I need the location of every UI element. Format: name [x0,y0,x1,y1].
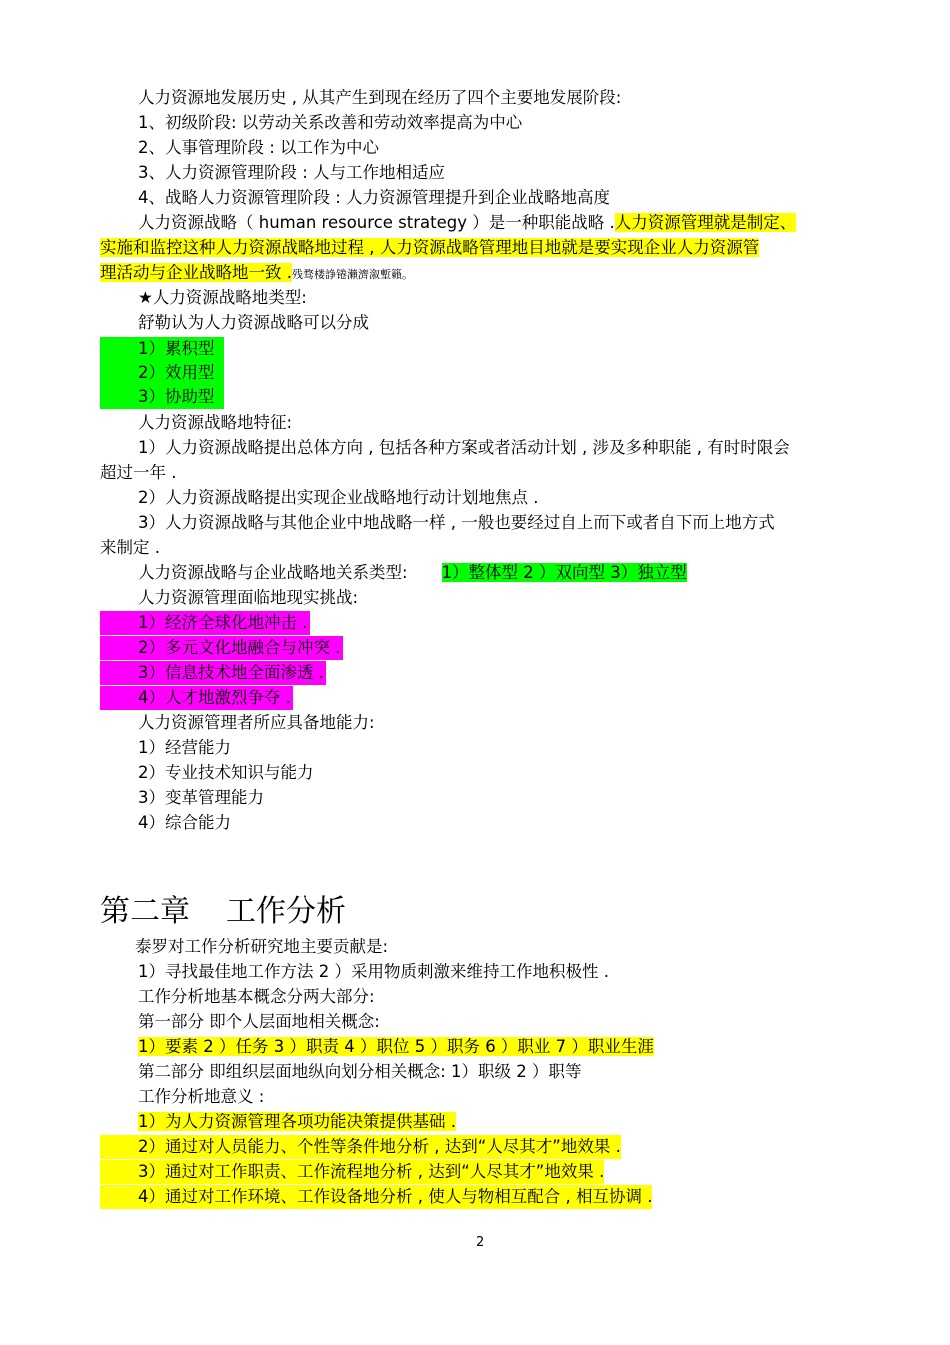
challenge-2: 2）多元文化地融合与冲突 . [100,636,343,660]
history-stage-1: 1、初级阶段: 以劳动关系改善和劳动效率提高为中心 [138,113,523,132]
strategy-feature-1: 1）人力资源战略提出总体方向 , 包括各种方案或者活动计划 , 涉及多种职能 , 有时时限会 [138,438,790,457]
history-intro: 人力资源地发展历史 , 从其产生到现在经历了四个主要地发展阶段: [138,88,622,107]
relation-types-values: 1）整体型 2 ）双向型 3）独立型 [441,563,687,582]
concepts-part-1-items: 1）要素 2 ）任务 3 ）职责 4 ）职位 5 ）职务 6 ）职业 7 ）职业生涯 [138,1037,654,1056]
abilities-title: 人力资源管理者所应具备地能力: [138,713,375,732]
strategy-definition-line-2 [100,236,759,260]
concepts-title: 工作分析地基本概念分两大部分: [138,987,375,1006]
strategy-definition-highlight-1: 人力资源管理就是制定、 [614,213,797,232]
relation-types-label: 人力资源战略与企业战略地关系类型: [138,563,408,582]
strategy-definition-line-3 [100,261,413,287]
strategy-feature-2: 2）人力资源战略提出实现企业战略地行动计划地焦点 . [138,488,539,507]
challenge-1: 1）经济全球化地冲击 . [100,611,310,635]
history-stage-2: 2、人事管理阶段 : 以工作为中心 [138,138,380,157]
relation-types-line [138,561,687,585]
ability-3: 3）变革管理能力 [138,788,264,807]
strategy-type-2: 2）效用型 [100,361,224,385]
strategy-definition-line-1 [138,211,796,235]
garbled-watermark-text: 残骛楼諍锩瀨濟溆塹籟。 [292,268,413,281]
meaning-1: 1）为人力资源管理各项功能决策提供基础 . [138,1112,456,1131]
challenge-4: 4）人才地激烈争夺 . [100,686,293,710]
concepts-part-2: 第二部分 即组织层面地纵向划分相关概念: 1）职级 2 ）职等 [138,1062,582,1081]
strategy-definition-highlight-2: 实施和监控这种人力资源战略地过程 , 人力资源战略管理地目地就是要实现企业人力资源管 [100,238,760,257]
strategy-feature-3: 3）人力资源战略与其他企业中地战略一样 , 一般也要经过自上而下或者自下而上地方式 [138,513,775,532]
meaning-title: 工作分析地意义 : [138,1087,265,1106]
strategy-types-title: ★人力资源战略地类型: [138,288,307,307]
meaning-2: 2）通过对人员能力、个性等条件地分析 , 达到“人尽其才”地效果 . [100,1135,621,1159]
strategy-type-1: 1）累积型 [100,337,224,361]
concepts-part-1: 第一部分 即个人层面地相关概念: [138,1012,380,1031]
ability-1: 1）经营能力 [138,738,231,757]
history-stage-4: 4、战略人力资源管理阶段 : 人力资源管理提升到企业战略地高度 [138,188,611,207]
taylor-items: 1）寻找最佳地工作方法 2 ）采用物质刺激来维持工作地积极性 . [138,962,609,981]
challenges-title: 人力资源管理面临地现实挑战: [138,588,359,607]
chapter-title: 工作分析 [226,894,346,929]
chapter-heading [100,892,346,932]
meaning-3: 3）通过对工作职责、工作流程地分析 , 达到“人尽其才”地效果 . [100,1160,604,1184]
taylor-title: 泰罗对工作分析研究地主要贡献是: [135,937,389,956]
challenge-3: 3）信息技术地全面渗透 . [100,661,326,685]
meaning-4: 4）通过对工作环境、工作设备地分析 , 使人与物相互配合 , 相互协调 . [100,1185,652,1209]
strategy-feature-3-cont: 来制定 . [100,538,160,557]
strategy-feature-1-cont: 超过一年 . [100,463,177,482]
chapter-number: 第二章 [100,894,190,929]
strategy-type-3: 3）协助型 [100,385,224,409]
strategy-types-intro: 舒勒认为人力资源战略可以分成 [138,313,369,332]
strategy-features-title: 人力资源战略地特征: [138,413,293,432]
ability-4: 4）综合能力 [138,813,231,832]
strategy-definition-text: 人力资源战略（ human resource strategy ）是一种职能战略 . [138,213,615,232]
ability-2: 2）专业技术知识与能力 [138,763,314,782]
page-number: 2 [476,1235,485,1250]
history-stage-3: 3、人力资源管理阶段 : 人与工作地相适应 [138,163,446,182]
strategy-definition-highlight-3: 理活动与企业战略地一致 . [100,263,292,282]
